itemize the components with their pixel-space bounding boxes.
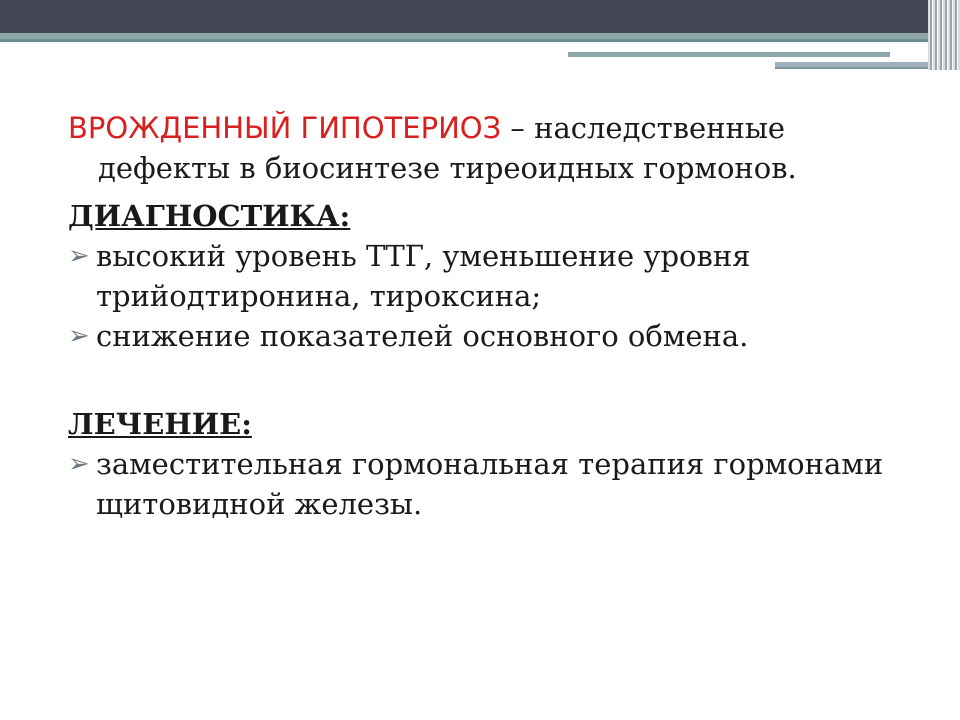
list-item <box>68 236 908 316</box>
intro-paragraph <box>68 108 908 188</box>
header-step-line <box>568 52 890 57</box>
arrow-bullet-icon: ➢ <box>68 241 90 271</box>
intro-term: ВРОЖДЕННЫЙ ГИПОТЕРИОЗ <box>68 111 502 145</box>
intro-definition: – наследственные дефекты в биосинтезе тиреоидных гормонов. <box>98 111 797 185</box>
header-stripes <box>928 0 960 70</box>
arrow-bullet-icon: ➢ <box>68 321 90 351</box>
treatment-item-1: заместительная гормональная терапия гормонами щитовидной железы. <box>96 447 884 521</box>
diagnostics-heading: ДИАГНОСТИКА: <box>68 199 351 233</box>
treatment-heading: ЛЕЧЕНИЕ: <box>68 407 252 441</box>
list-item <box>68 316 908 356</box>
list-item <box>68 444 908 524</box>
slide-body <box>68 108 908 524</box>
spacer <box>68 356 908 396</box>
diagnostics-item-1: высокий уровень ТТГ, уменьшение уровня трийодтиронина, тироксина; <box>96 239 751 313</box>
diagnostics-item-2: снижение показателей основного обмена. <box>96 319 749 353</box>
header-band <box>0 0 960 33</box>
header-step-line-shadow <box>775 67 943 69</box>
arrow-bullet-icon: ➢ <box>68 449 90 479</box>
